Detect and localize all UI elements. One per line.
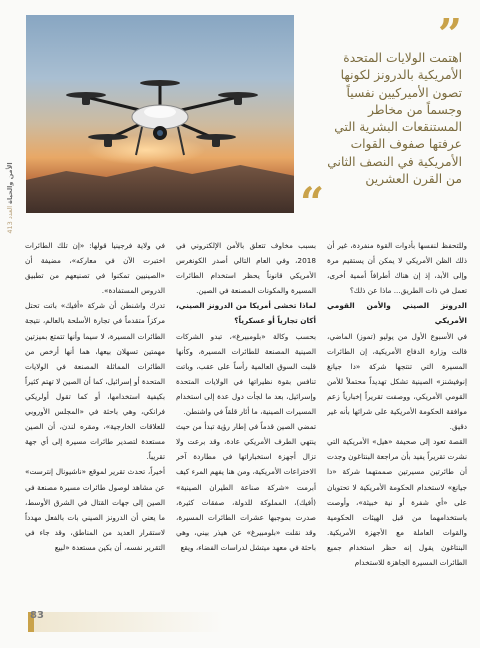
paragraph: بسبب مخاوف تتعلق بالأمن الإلكتروني في 2018، وفي العام التالي أصدر الكونغرس الأمريكي قانوناً يحظر استخدام الطائرات المسيرة والمكونات المصنعة في الصين.: [176, 241, 316, 296]
paragraph: القصة تعود إلى صحيفة «هيل» الأمريكية التي نشرت تقريراً يفيد بأن مراجعة البنتاغون وجدت أن طائرتين مسيرتين صممتهما شركة «دا جيانغ» لاستخدام الحكومة الأمريكية لا تحتويان على «أي شفرة أو نية خبيثة»، وأوصت باستخدامهما من قبل الهيئات الحكومية والقوات العاملة مع الأجهزة الأمريكية. البنتاغون يقول إنه حظر استخدام جميع الطائرات المسيرة الجاهزة للاستخدام: [327, 437, 467, 567]
sidebar-label: [6, 158, 14, 238]
question-heading: لماذا تخشى أمريكا من الدرونز الصيني، أكان تجارياً أو عسكرياً؟: [176, 301, 316, 326]
drone-photo: [26, 15, 294, 213]
page-number: 83: [30, 610, 44, 621]
article-body: [25, 238, 467, 610]
paragraph: أخيراً، تحدث تقرير لموقع «ناشيونال إنترست» عن مشاهد لوصول طائرات مسيرة مصنعة في الصين إلى جهات القتال في الشرق الأوسط، ما يعني أن الدرونز الصيني بات بالفعل مهدداً لاستقرار العديد من المناطق، وقد جاء في التقرير نفسه، أن بكين مستعدة «لبيع: [25, 467, 165, 552]
opening-quote-icon: ”: [437, 10, 462, 59]
column-left: [25, 238, 165, 610]
column-middle: [176, 238, 316, 610]
paragraph: في ولاية فرجينيا قولها: «إن تلك الطائرات اختبرت الآن في معاركه»، مضيفة أن «الصينيين تمكنوا في تصنيعهم من تطبيق الدروس المستفادة».: [25, 241, 165, 296]
paragraph: في الأسبوع الأول من يوليو (تموز) الماضي، قالت وزارة الدفاع الأمريكية، إن الطائرات المسيرة التي تنتجها شركة «دا جيانغ إنوفيشنز» الصينية تشكل تهديداً محتملاً للأمن القومي الأمريكي، ووصفت تقريراً إخبارياً زعم موافقة الحكومة الأمريكية على شرائها بأنه غير دقيق.: [327, 331, 467, 432]
pull-quote-text: اهتمت الولايات المتحدة الأمريكية بالدرونز لكونها تصون الأميركيين نفسياً وجسماً من مخاطر المستنقعات البشرية التي عرفتها صفوف القوات الأمريكية في النصف الثاني من القرن العشرين: [327, 51, 462, 187]
paragraph: تدرك واشنطن أن شركة «أفيك» باتت تحتل مركزاً متقدماً في تجارة الأسلحة بالعالم، نتيجة الطائرات المسيرة، لا سيما وأنها تتمتع بميزتين مهمتين تسهلان بيعها، هما أنها أرخص من الطائرات المماثلة المصنعة في الولايات المتحدة أو إسرائيل، كما أن الصين لا تهتم كثيراً بكيفية استخدامها، أو كما تقول أولريكي فرانكي، وهي باحثة في «المجلس الأوروبي للعلاقات الخارجية»، ومقره لندن، أن الصين مستعدة لتصدير طائرات مسيرة إلى أي جهة تقريباً.: [25, 301, 165, 462]
section-sidebar: [0, 132, 12, 272]
drone-illustration: [26, 15, 294, 213]
section-name: الأمن والحياة: [6, 162, 14, 204]
paragraph: تمضي الصين قدماً في إطار رؤية تبدأ من حيث ينتهي الطرف الأمريكي عادة، وقد برعت ولا تزال أجهزة استخباراتها في مطاردة آخر الاختراعات الأمريكية، ومن هنا يفهم المرء كيف أبرمت «شركة صناعة الطيران الصينية» (أفيك)، المملوكة للدولة، صفقات كثيرة، صدرت بموجبها عشرات الطائرات المسيرة، وقد نقلت «بلومبيرغ» عن هيذر بيني، وهي باحثة في معهد ميتشل لدراسات الفضاء، ويقع: [176, 422, 316, 552]
column-right: [327, 238, 467, 610]
page-footer-bar: [28, 612, 224, 632]
paragraph: بحسب وكالة «بلومبيرغ»، تبدو الشركات الصينية المصنعة للطائرات المسيرة، وكأنها قلبت السوق العالمية رأساً على عقب، وباتت تنافس بقوة نظيراتها في الولايات المتحدة وإسرائيل، بعد ما لجأت دول عدة إلى استخدام المسيرات الصينية، ما أثار قلقاً في واشنطن.: [176, 331, 316, 417]
subheading: الدرونز الصيني والأمن القومي الأمريكي: [327, 301, 467, 326]
paragraph: وللتحفظ لنفسها بأدوات القوة منفردة، غير أن ذلك الظن الأمريكي لا يمكن أن يستقيم مرة وإلى الأبد، إذ إن هناك أطرافاً أممية أخرى، تعمل في ذات الطريق... ماذا عن ذلك؟: [327, 241, 467, 296]
issue-number: العدد 413: [6, 205, 14, 234]
pull-quote: [300, 10, 462, 227]
closing-quote-icon: “: [300, 178, 325, 227]
